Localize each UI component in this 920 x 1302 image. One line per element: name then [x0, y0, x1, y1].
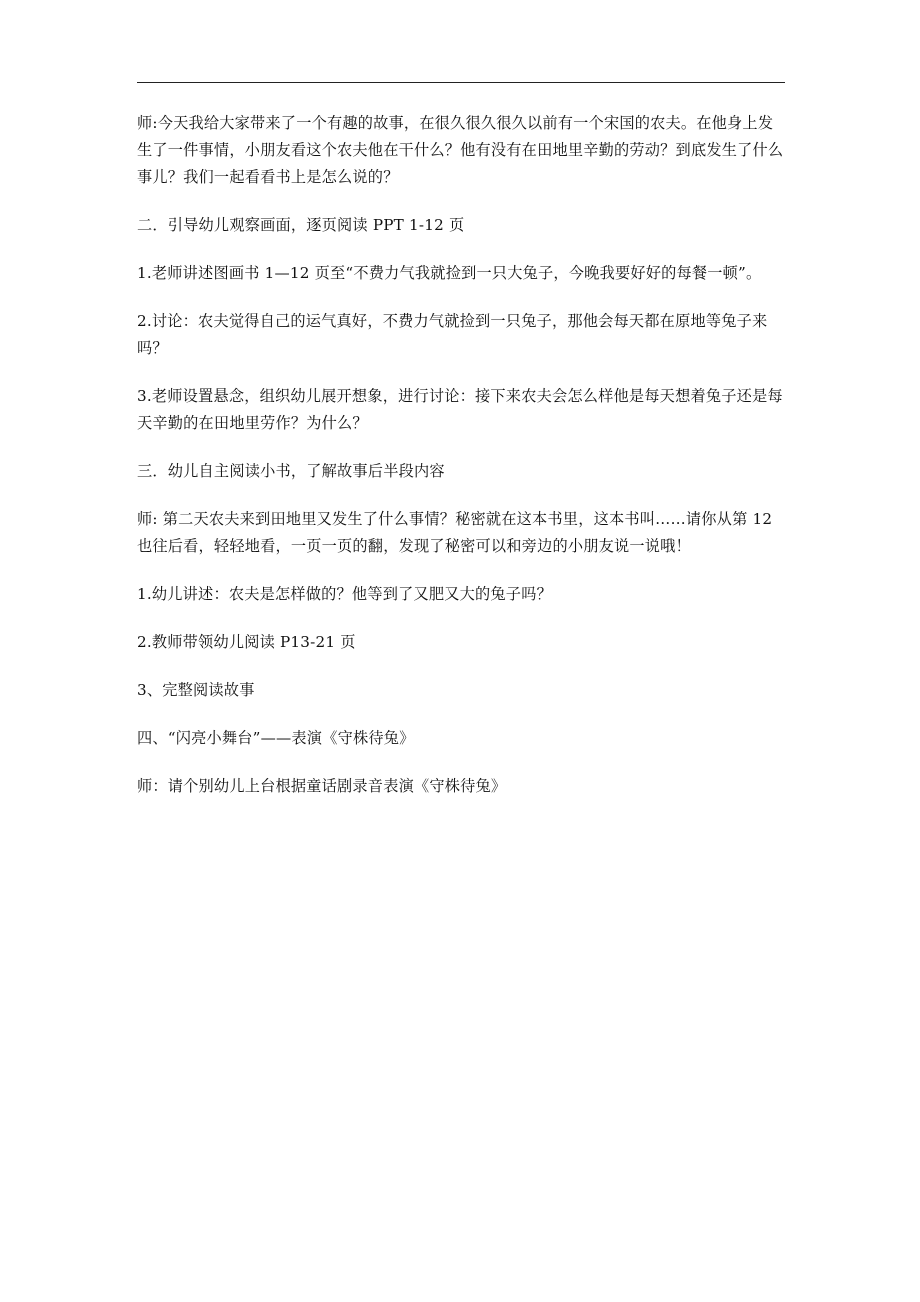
section-four-heading: 四、“闪亮小舞台”——表演《守株待兔》: [137, 729, 415, 747]
guided-reading-paragraph: 2.教师带领幼儿阅读 P13-21 页: [137, 633, 356, 651]
header-rule: [137, 82, 785, 83]
complete-reading-paragraph: 3、完整阅读故事: [137, 681, 255, 699]
step-1-paragraph: 1.老师讲述图画书 1—12 页至“不费力气我就捡到一只大兔子，今晚我要好好的每餐一顿”。: [137, 264, 762, 282]
performance-paragraph: 师：请个别幼儿上台根据童话剧录音表演《守株待兔》: [137, 777, 507, 795]
intro-paragraph: 师:今天我给大家带来了一个有趣的故事，在很久很久很久以前有一个宋国的农夫。在他身上发生了一件事情，小朋友看这个农夫他在干什么？他有没有在田地里辛勤的劳动？到底发生了什么事儿？我们一起看看书上是怎么说的？: [137, 114, 784, 186]
child-narration-paragraph: 1.幼儿讲述：农夫是怎样做的？他等到了又肥又大的兔子吗？: [137, 585, 552, 603]
teacher-prompt-paragraph: 师: 第二天农夫来到田地里又发生了什么事情？秘密就在这本书里，这本书叫……请你从第 12 也往后看，轻轻地看，一页一页的翻，发现了秘密可以和旁边的小朋友说一说哦！: [137, 510, 773, 555]
section-three-heading: 三．幼儿自主阅读小书，了解故事后半段内容: [137, 462, 445, 480]
step-3-paragraph: 3.老师设置悬念，组织幼儿展开想象，进行讨论：接下来农夫会怎么样他是每天想着兔子还是每天辛勤的在田地里劳作？为什么？: [137, 387, 783, 432]
document-body: [137, 110, 785, 821]
step-2-paragraph: 2.讨论：农夫觉得自己的运气真好，不费力气就捡到一只兔子，那他会每天都在原地等兔子来吗？: [137, 312, 768, 357]
section-two-heading: 二．引导幼儿观察画面，逐页阅读 PPT 1-12 页: [137, 216, 465, 234]
